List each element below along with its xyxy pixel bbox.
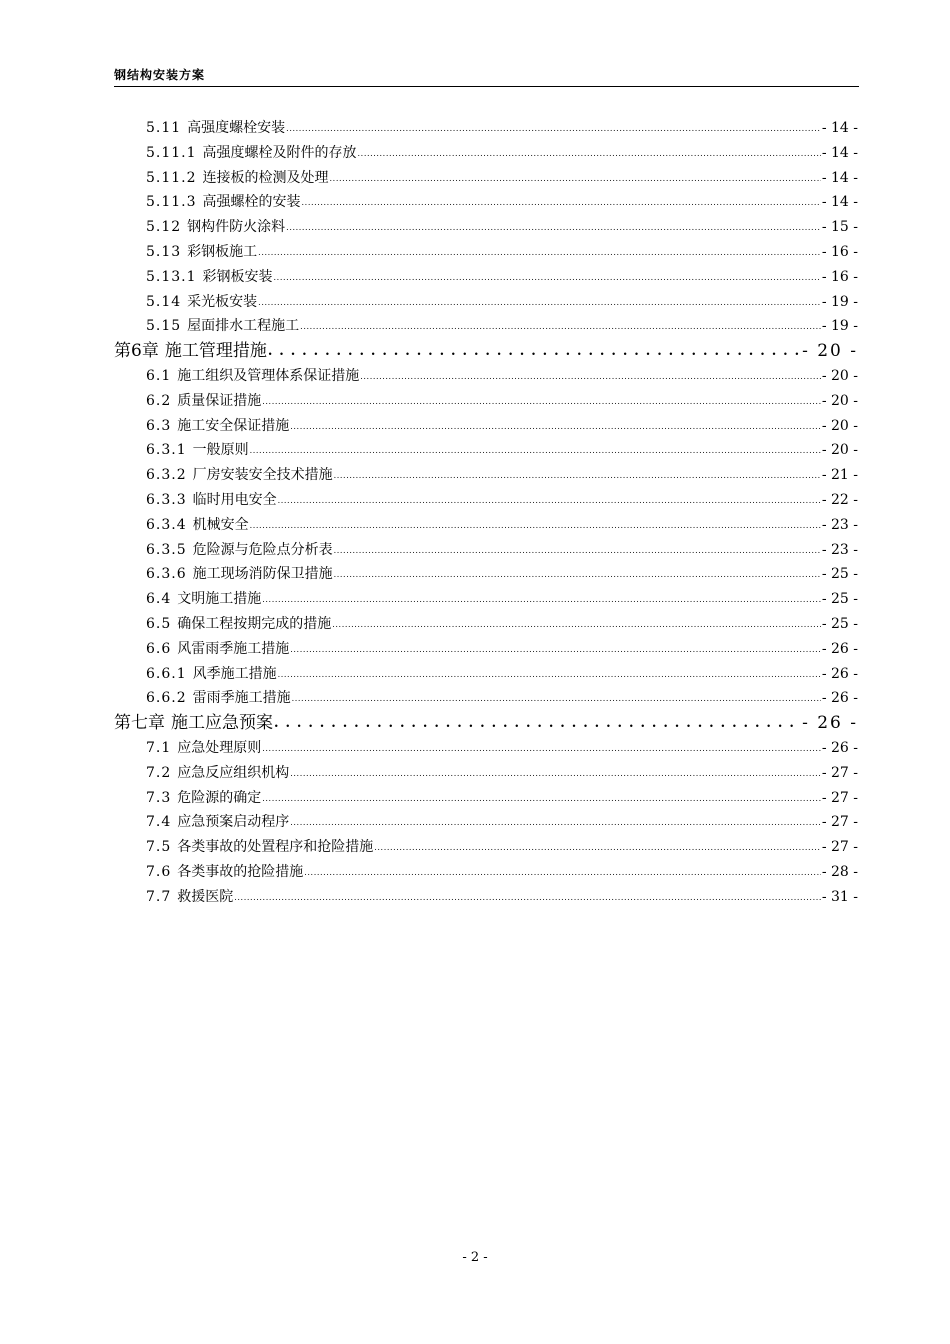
toc-entry-page: - 20 - [821, 442, 858, 459]
toc-section-entry[interactable] [146, 314, 858, 338]
toc-entry-page: - 25 - [821, 566, 858, 583]
toc-entry-title: 各类事故的抢险措施 [177, 864, 304, 880]
toc-entry-page: - 20 - [821, 368, 858, 384]
toc-section-entry[interactable] [146, 612, 858, 636]
toc-entry-page: - 23 - [821, 541, 858, 558]
toc-dot-leader [286, 214, 821, 240]
toc-entry-title: 临时用电安全 [192, 492, 277, 508]
toc-entry-title: 连接板的检测及处理 [202, 169, 329, 186]
toc-dot-leader [360, 363, 821, 389]
toc-section-entry[interactable] [146, 166, 858, 190]
toc-entry-page: - 27 - [821, 789, 858, 806]
toc-dot-leader [258, 289, 821, 315]
toc-entry-number: 5.11.3 [146, 194, 197, 211]
toc-entry-number: 6.3.3 [146, 492, 187, 508]
toc-entry-number: 6.3 [146, 417, 172, 434]
toc-dot-leader [334, 561, 821, 587]
toc-entry-page: - 14 - [821, 169, 858, 186]
toc-entry-title: 施工应急预案 [171, 713, 273, 734]
toc-entry-title: 一般原则 [192, 442, 249, 459]
toc-entry-title: 彩钢板施工 [187, 244, 258, 260]
toc-entry-page: - 27 - [821, 764, 858, 781]
toc-dot-leader [262, 785, 821, 811]
toc-entry-number: 7.7 [146, 888, 172, 905]
page-number: - 2 - [462, 1250, 488, 1265]
toc-entry-number: 第6章 [114, 341, 159, 362]
toc-entry-number: 7.5 [146, 839, 172, 856]
toc-entry-number: 6.6.1 [146, 665, 187, 682]
toc-entry-title: 高强度螺栓安装 [187, 120, 286, 136]
toc-section-entry[interactable] [146, 637, 858, 661]
toc-section-entry[interactable] [146, 562, 858, 586]
toc-dot-leader [334, 537, 821, 563]
toc-entry-title: 危险源的确定 [177, 789, 262, 806]
toc-dot-leader [334, 462, 821, 488]
header-title: 钢结构安装方案 [114, 68, 206, 82]
page-header [114, 64, 859, 87]
toc-entry-page: - 27 - [821, 814, 858, 831]
toc-dot-leader [262, 586, 821, 612]
toc-dot-leader [290, 413, 821, 439]
toc-dot-leader [262, 735, 821, 761]
toc-section-entry[interactable] [146, 463, 858, 487]
toc-entry-title: 施工安全保证措施 [177, 417, 290, 434]
toc-entry-number: 第七章 [114, 713, 165, 734]
toc-dot-leader [290, 809, 821, 835]
toc-dot-leader [374, 834, 821, 860]
toc-dot-leader [332, 611, 821, 637]
toc-dot-leader [274, 710, 801, 736]
toc-entry-number: 6.3.4 [146, 516, 187, 533]
toc-entry-title: 应急反应组织机构 [177, 764, 290, 781]
toc-dot-leader [278, 661, 821, 687]
toc-entry-page: - 20 - [802, 341, 858, 362]
toc-section-entry[interactable] [146, 810, 858, 834]
toc-entry-page: - 20 - [821, 417, 858, 434]
toc-dot-leader [274, 264, 821, 290]
toc-dot-leader [234, 884, 821, 910]
toc-entry-title: 风季施工措施 [192, 665, 277, 682]
toc-entry-number: 7.4 [146, 814, 172, 831]
toc-dot-leader [286, 115, 821, 141]
toc-entry-number: 5.11 [146, 120, 182, 136]
toc-dot-leader [304, 859, 821, 885]
toc-chapter-entry[interactable] [114, 711, 858, 735]
toc-dot-leader [302, 189, 821, 215]
toc-dot-leader [292, 685, 821, 711]
toc-dot-leader [268, 338, 801, 364]
toc-section-entry[interactable] [146, 835, 858, 859]
toc-entry-title: 施工管理措施 [164, 341, 267, 362]
toc-section-entry[interactable] [146, 190, 858, 214]
toc-entry-title: 机械安全 [192, 516, 249, 533]
toc-entry-title: 施工现场消防保卫措施 [192, 566, 333, 583]
toc-entry-number: 6.4 [146, 591, 172, 608]
toc-chapter-entry[interactable] [114, 339, 858, 363]
toc-entry-page: - 23 - [821, 516, 858, 533]
toc-entry-number: 6.6 [146, 640, 172, 657]
toc-section-entry[interactable] [146, 290, 858, 314]
toc-entry-page: - 31 - [821, 888, 858, 905]
toc-section-entry[interactable] [146, 736, 858, 760]
toc-section-entry[interactable] [146, 215, 858, 239]
toc-entry-title: 施工组织及管理体系保证措施 [177, 368, 360, 384]
toc-section-entry[interactable] [146, 885, 858, 909]
toc-section-entry[interactable] [146, 240, 858, 264]
toc-dot-leader [290, 760, 821, 786]
toc-dot-leader [262, 388, 821, 414]
toc-entry-page: - 14 - [821, 194, 858, 211]
toc-section-entry[interactable] [146, 488, 858, 512]
toc-section-entry[interactable] [146, 786, 858, 810]
toc-entry-number: 6.3.1 [146, 442, 187, 459]
toc-section-entry[interactable] [146, 414, 858, 438]
toc-entry-number: 5.11.2 [146, 169, 197, 186]
toc-entry-title: 质量保证措施 [177, 392, 262, 409]
toc-entry-page: - 20 - [821, 392, 858, 409]
toc-entry-page: - 26 - [802, 713, 858, 734]
toc-entry-number: 6.3.5 [146, 541, 187, 558]
toc-entry-page: - 14 - [821, 144, 858, 161]
toc-section-entry[interactable] [146, 265, 858, 289]
toc-entry-number: 7.2 [146, 764, 172, 781]
toc-dot-leader [290, 636, 821, 662]
toc-entry-title: 危险源与危险点分析表 [192, 541, 333, 558]
toc-section-entry[interactable] [146, 513, 858, 537]
toc-dot-leader [330, 165, 821, 191]
toc-entry-title: 文明施工措施 [177, 591, 262, 608]
toc-entry-title: 雷雨季施工措施 [192, 690, 291, 707]
toc-entry-title: 应急处理原则 [177, 740, 262, 756]
toc-entry-page: - 16 - [821, 244, 858, 260]
toc-entry-page: - 14 - [821, 120, 858, 136]
toc-section-entry[interactable] [146, 141, 858, 165]
toc-entry-number: 6.1 [146, 368, 172, 384]
toc-section-entry[interactable] [146, 364, 858, 388]
toc-dot-leader [358, 140, 821, 166]
toc-entry-title: 高强螺栓的安装 [202, 194, 301, 211]
toc-entry-number: 5.14 [146, 293, 182, 310]
toc-section-entry[interactable] [146, 860, 858, 884]
toc-entry-title: 钢构件防火涂料 [187, 219, 286, 236]
toc-section-entry[interactable] [146, 761, 858, 785]
toc-entry-page: - 28 - [821, 864, 858, 880]
toc-entry-title: 救援医院 [177, 888, 234, 905]
toc-entry-number: 6.2 [146, 392, 172, 409]
toc-entry-number: 6.5 [146, 616, 172, 632]
toc-section-entry[interactable] [146, 538, 858, 562]
toc-entry-number: 5.11.1 [146, 144, 197, 161]
toc-entry-number: 5.13.1 [146, 268, 197, 285]
toc-entry-number: 6.3.2 [146, 467, 187, 484]
toc-entry-number: 5.12 [146, 219, 182, 236]
toc-entry-page: - 19 - [821, 293, 858, 310]
toc-entry-page: - 21 - [821, 467, 858, 484]
toc-entry-title: 应急预案启动程序 [177, 814, 290, 831]
toc-section-entry[interactable] [146, 116, 858, 140]
toc-entry-page: - 26 - [821, 640, 858, 657]
toc-entry-number: 7.1 [146, 740, 172, 756]
toc-entry-number: 5.15 [146, 318, 182, 335]
toc-entry-page: - 22 - [821, 492, 858, 508]
toc-entry-title: 各类事故的处置程序和抢险措施 [177, 839, 374, 856]
toc-entry-page: - 26 - [821, 740, 858, 756]
toc-entry-title: 彩钢板安装 [202, 268, 273, 285]
toc-entry-page: - 15 - [821, 219, 858, 236]
toc-entry-page: - 25 - [821, 591, 858, 608]
toc-entry-title: 高强度螺栓及附件的存放 [202, 144, 357, 161]
toc-entry-page: - 25 - [821, 616, 858, 632]
toc-entry-page: - 26 - [821, 665, 858, 682]
toc-entry-title: 确保工程按期完成的措施 [177, 616, 332, 632]
toc-dot-leader [258, 239, 821, 265]
toc-entry-page: - 19 - [821, 318, 858, 335]
toc-section-entry[interactable] [146, 438, 858, 462]
toc-section-entry[interactable] [146, 686, 858, 710]
toc-entry-number: 7.6 [146, 864, 172, 880]
toc-entry-number: 6.3.6 [146, 566, 187, 583]
toc-entry-page: - 26 - [821, 690, 858, 707]
toc-entry-title: 采光板安装 [187, 293, 258, 310]
toc-entry-number: 5.13 [146, 244, 182, 260]
toc-entry-title: 厂房安装安全技术措施 [192, 467, 333, 484]
toc-section-entry[interactable] [146, 587, 858, 611]
toc-entry-title: 风雷雨季施工措施 [177, 640, 290, 657]
toc-entry-number: 7.3 [146, 789, 172, 806]
toc-entry-title: 屋面排水工程施工 [187, 318, 300, 335]
toc-dot-leader [250, 437, 821, 463]
toc-entry-page: - 16 - [821, 268, 858, 285]
toc-section-entry[interactable] [146, 389, 858, 413]
toc-entry-page: - 27 - [821, 839, 858, 856]
toc-dot-leader [250, 512, 821, 538]
toc-entry-number: 6.6.2 [146, 690, 187, 707]
toc-dot-leader [300, 313, 821, 339]
toc-dot-leader [278, 487, 821, 513]
toc-section-entry[interactable] [146, 662, 858, 686]
